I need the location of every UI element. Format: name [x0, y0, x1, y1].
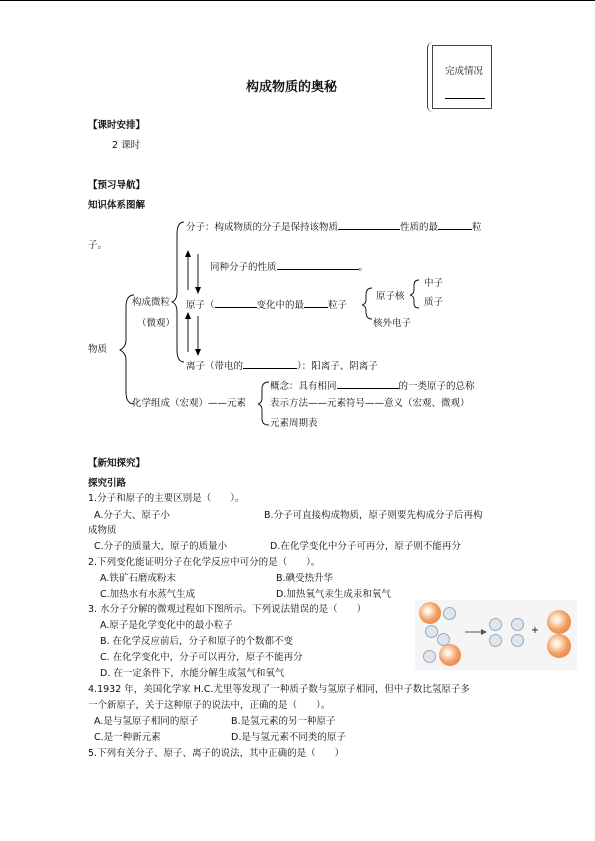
- hydrogen-atom: [425, 625, 438, 638]
- oxygen-atom: [547, 610, 571, 634]
- hydrogen-atom: [437, 633, 450, 646]
- particle-label-a: 构成微粒: [132, 297, 171, 308]
- hydrogen-atom: [511, 618, 524, 631]
- element-concept: [270, 378, 475, 393]
- question-2-stem: 2.下列变化能证明分子在化学反应中可分的是（ ）。: [88, 557, 321, 568]
- question-2-option-d: D.加热氧气汞生成汞和氧气: [276, 589, 391, 600]
- blank-same-molecule: [277, 259, 359, 270]
- question-4-option-a: A.是与氢原子相同的原子: [94, 716, 199, 727]
- explore-heading: 【新知探究】: [88, 458, 146, 469]
- question-1-option-d: D.在化学变化中分子可再分，原子则不能再分: [270, 541, 461, 552]
- blank-concept: [337, 378, 399, 389]
- question-4-option-b: B.是氢元素的另一种原子: [231, 716, 336, 727]
- water-decomposition-figure: [415, 600, 577, 670]
- neutron-label: 中子: [424, 278, 444, 289]
- question-1-option-a: A.分子大、原子小: [94, 510, 170, 521]
- explore-subheading: 探究引路: [88, 478, 127, 489]
- concept-text-b: 的一类原子的总称: [398, 381, 475, 392]
- question-4-stem: 4.1932 年，美国化学家 H.C.尤里等发现了一种质子数与氢原子相同，但中子数比氢原子多: [88, 684, 470, 695]
- molecule-text-c: 粒: [472, 222, 482, 233]
- hydrogen-atom: [443, 607, 456, 620]
- blank-ion: [243, 358, 297, 369]
- molecule-text-d: 子。: [88, 240, 108, 251]
- hydrogen-atom: [489, 634, 502, 647]
- same-molecule-property: [210, 259, 368, 274]
- top-rule: [0, 0, 595, 1]
- question-1-option-c: C.分子的质量大，原子的质量小: [94, 541, 228, 552]
- page-title: 构成物质的奥秘: [246, 80, 338, 95]
- hydrogen-atom: [511, 634, 524, 647]
- atom-text-a: 原子（: [186, 300, 215, 311]
- preview-heading: 【预习导航】: [88, 180, 146, 191]
- blank-molecule-1: [338, 219, 400, 230]
- question-4-option-c: C.是一种新元素: [94, 732, 161, 743]
- ion-text-a: 离子（带电的: [186, 361, 244, 372]
- period-mark: 。: [358, 262, 369, 273]
- oxygen-atom: [547, 634, 571, 658]
- question-3-stem: 3. 水分子分解的微观过程如下图所示。下列说法错误的是（ ）: [88, 604, 367, 615]
- question-3-option-a: A.原子是化学变化中的最小粒子: [100, 620, 233, 631]
- matter-label: 物质: [88, 344, 108, 355]
- completion-status-blank: [445, 98, 485, 99]
- hydrogen-atom: [423, 650, 436, 663]
- schedule-content: 2 课时: [112, 140, 141, 151]
- element-representation: 表示方法——元素符号——意义（宏观、微观）: [270, 398, 470, 409]
- particle-label-b: （微观）: [137, 318, 176, 329]
- atom-text-b: 变化中的最: [256, 300, 305, 311]
- question-2-option-c: C.加热水有水蒸气生成: [100, 589, 196, 600]
- blank-molecule-2: [438, 219, 472, 230]
- proton-label: 质子: [424, 297, 444, 308]
- nucleus-label: 原子核: [376, 291, 405, 302]
- electron-label: 核外电子: [373, 318, 412, 329]
- atom-text-c: 粒子: [328, 300, 348, 311]
- question-3-option-b: B. 在化学反应前后，分子和原子的个数都不变: [100, 636, 294, 647]
- concept-text-a: 概念：具有相同: [270, 381, 337, 392]
- blank-atom-2: [304, 297, 328, 308]
- question-4-stem-cont: 一个新原子，关于这种原子的说法中，正确的是（ ）。: [88, 700, 331, 711]
- completion-status-box: [432, 45, 492, 109]
- plus-sign: +: [531, 625, 539, 636]
- question-2-option-a: A.铁矿石磨成粉末: [100, 573, 176, 584]
- hydrogen-atom: [489, 618, 502, 631]
- question-4-option-d: D.是与氢元素不同类的原子: [231, 732, 346, 743]
- question-3-option-c: C. 在化学变化中，分子可以再分，原子不能再分: [100, 652, 303, 663]
- schedule-heading: 【课时安排】: [88, 120, 146, 131]
- question-3-option-d: D. 在一定条件下，水能分解生成氢气和氧气: [100, 668, 285, 679]
- molecule-definition: [186, 219, 482, 234]
- knowledge-diagram-heading: 知识体系图解: [88, 200, 146, 211]
- blank-atom-1: [215, 297, 257, 308]
- molecule-text-a: 分子：构成物质的分子是保持该物质: [186, 222, 339, 233]
- periodic-table-label: 元素周期表: [270, 418, 318, 429]
- question-2-option-b: B.碘受热升华: [276, 573, 334, 584]
- oxygen-atom: [439, 644, 461, 666]
- same-molecule-text: 同种分子的性质: [210, 262, 277, 273]
- molecule-text-b: 性质的最: [400, 222, 439, 233]
- completion-status-label: 完成情况: [445, 66, 484, 77]
- question-1-stem: 1.分子和原子的主要区别是（ ）。: [88, 493, 245, 504]
- ion-definition: [186, 358, 378, 373]
- atom-definition: [186, 297, 347, 312]
- question-1-option-b: B.分子可直接构成物质，原子则要先构成分子后再构: [264, 510, 483, 521]
- reaction-arrow: [465, 627, 487, 637]
- oxygen-atom: [419, 602, 441, 624]
- ion-text-b: ）：阳离子、阴离子: [297, 361, 378, 372]
- composition-label: 化学组成（宏观）——元素: [132, 398, 247, 409]
- question-1-option-b-cont: 成物质: [88, 525, 117, 536]
- question-5-stem: 5.下列有关分子、原子、离子的说法，其中正确的是（ ）: [88, 748, 345, 759]
